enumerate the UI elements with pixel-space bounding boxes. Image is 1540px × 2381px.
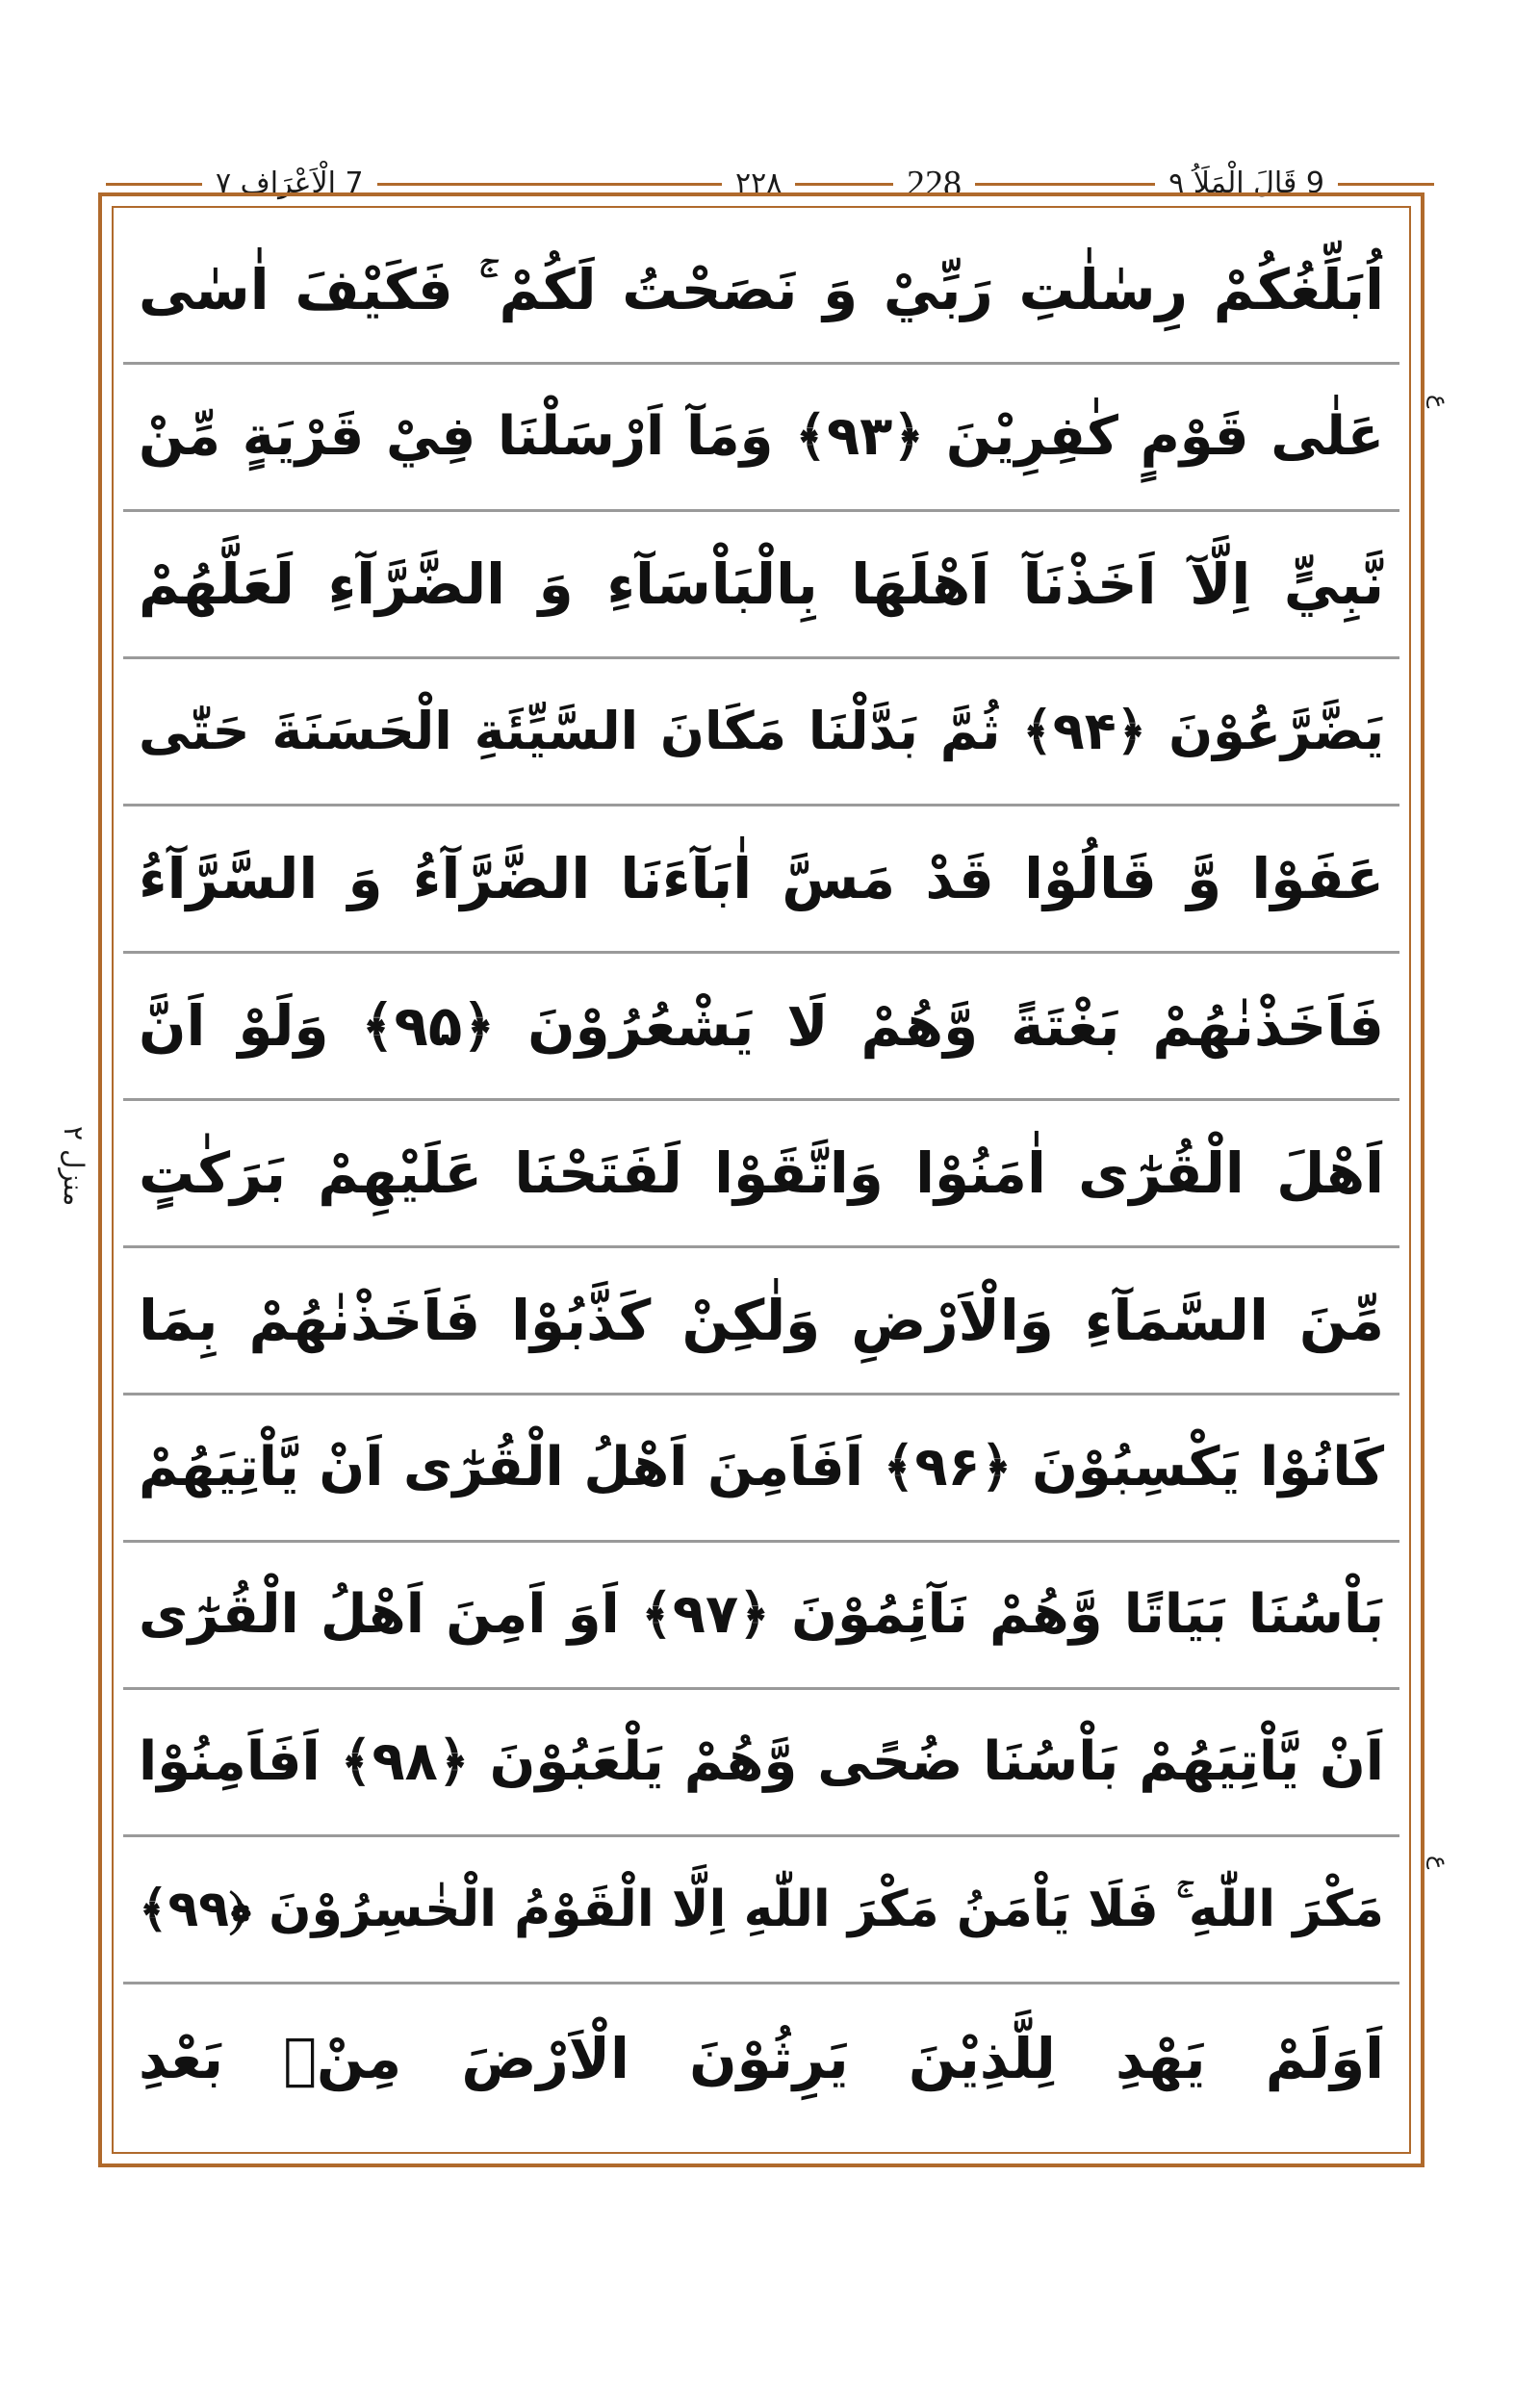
verse-lines (123, 218, 1399, 2142)
verse-line-text: نَّبِيٍّ اِلَّآ اَخَذْنَآ اَهْلَهَا بِالْبَاْسَآءِ وَ الضَّرَّآءِ لَعَلَّهُمْ (139, 551, 1384, 617)
verse-line (123, 954, 1399, 1101)
surah-name: 7 الْاَعْرَاف ٧ (202, 162, 377, 206)
page-number: 228 (893, 162, 975, 206)
verse-line (123, 1395, 1399, 1543)
verse-line (123, 218, 1399, 365)
verse-line (123, 1543, 1399, 1690)
verse-line-text: اُبَلِّغُكُمْ رِسٰلٰتِ رَبِّيْ وَ نَصَحْتُ لَكُمْ ۚ فَكَيْفَ اٰسٰى (139, 257, 1384, 322)
verse-line (123, 1690, 1399, 1837)
ruku-mark: ع (1426, 1856, 1453, 1870)
verse-line (123, 1101, 1399, 1248)
verse-line (123, 1248, 1399, 1395)
verse-line (123, 512, 1399, 659)
verse-line-text: اَوَلَمْ يَهْدِ لِلَّذِيْنَ يَرِثُوْنَ الْاَرْضَ مِنْۢ بَعْدِ (139, 2025, 1384, 2091)
manzil-mark: منزل ٢ (58, 1126, 90, 1207)
verse-line (123, 365, 1399, 512)
ruku-mark: ع (1426, 395, 1453, 409)
verse-line (123, 806, 1399, 954)
verse-line-text: اَنْ يَّاْتِيَهُمْ بَاْسُنَا ضُحًى وَّهُمْ يَلْعَبُوْنَ ﴿۹۸﴾ اَفَاَمِنُوْا (139, 1730, 1384, 1793)
verse-line-text: عَفَوْا وَّ قَالُوْا قَدْ مَسَّ اٰبَآءَنَا الضَّرَّآءُ وَ السَّرَّآءُ (139, 846, 1384, 911)
verse-line-text: مِّنَ السَّمَآءِ وَالْاَرْضِ وَلٰكِنْ كَذَّبُوْا فَاَخَذْنٰهُمْ بِمَا (139, 1288, 1384, 1353)
para-name: 9 قَالَ الْمَلَاُ ٩ (1155, 162, 1338, 206)
verse-line (123, 1837, 1399, 1984)
verse-line-text: فَاَخَذْنٰهُمْ بَغْتَةً وَّهُمْ لَا يَشْعُرُوْنَ ﴿۹۵﴾ وَلَوْ اَنَّ (139, 993, 1384, 1059)
verse-line-text: كَانُوْا يَكْسِبُوْنَ ﴿۹۶﴾ اَفَاَمِنَ اَهْلُ الْقُرٰٓى اَنْ يَّاْتِيَهُمْ (139, 1436, 1385, 1498)
verse-line-text: اَهْلَ الْقُرٰٓى اٰمَنُوْا وَاتَّقَوْا لَفَتَحْنَا عَلَيْهِمْ بَرَكٰتٍ (139, 1140, 1384, 1206)
verse-line-text: مَكْرَ اللّٰهِ ۚ فَلَا يَاْمَنُ مَكْرَ اللّٰهِ اِلَّا الْقَوْمُ الْخٰسِرُوْنَ ﴿۹۹﴾ (139, 1881, 1384, 1938)
verse-line-text: بَاْسُنَا بَيَاتًا وَّهُمْ نَآئِمُوْنَ ﴿۹۷﴾ اَوَ اَمِنَ اَهْلُ الْقُرٰٓى (139, 1583, 1384, 1646)
verse-line-text: عَلٰى قَوْمٍ كٰفِرِيْنَ ﴿۹۳﴾ وَمَآ اَرْسَلْنَا فِيْ قَرْيَةٍ مِّنْ (139, 405, 1384, 468)
page-number-arabic: ۲۲۸ (722, 162, 795, 206)
verse-line (123, 1984, 1399, 2132)
verse-line (123, 659, 1399, 806)
verse-line-text: يَضَّرَّعُوْنَ ﴿۹۴﴾ ثُمَّ بَدَّلْنَا مَكَانَ السَّيِّئَةِ الْحَسَنَةَ حَتّٰى (139, 701, 1384, 761)
